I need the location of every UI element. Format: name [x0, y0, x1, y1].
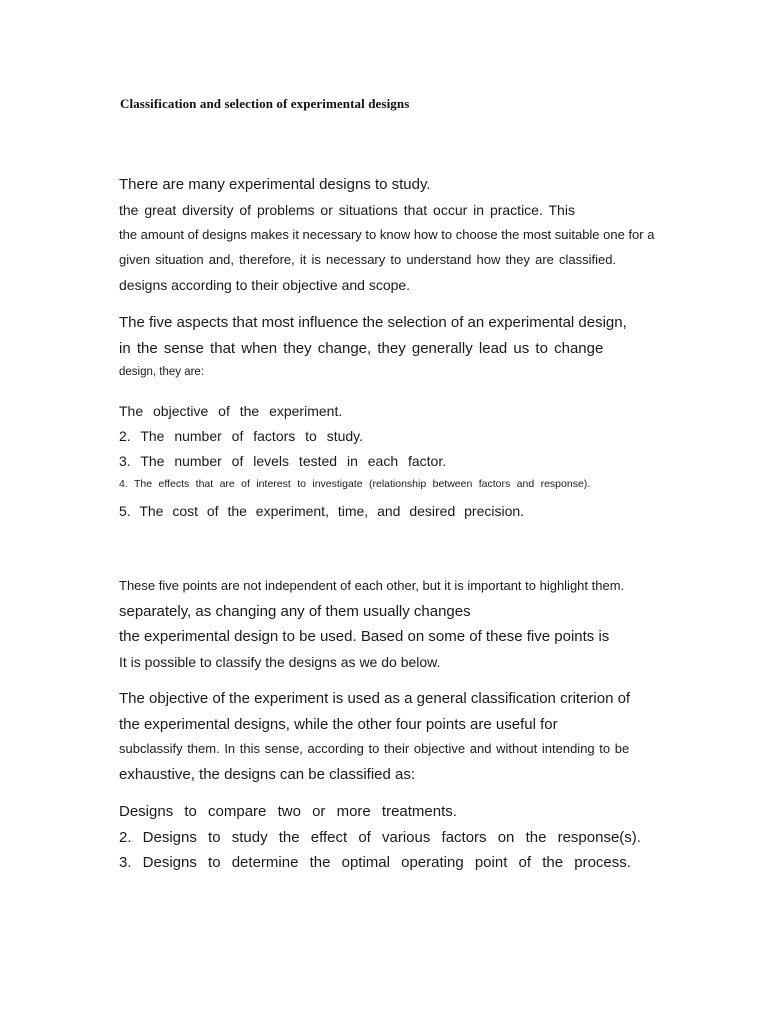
paragraph-4-line-4: exhaustive, the designs can be classified as:: [119, 766, 416, 783]
list-1-item-2: 2. The number of factors to study.: [119, 428, 364, 444]
paragraph-1-line-1: There are many experimental designs to study.: [119, 176, 431, 193]
paragraph-1-line-2: the great diversity of problems or situations that occur in practice. This: [119, 202, 575, 218]
paragraph-3-line-2: separately, as changing any of them usually changes: [119, 603, 471, 620]
list-1-item-1: The objective of the experiment.: [119, 403, 343, 419]
paragraph-4-line-1: The objective of the experiment is used as a general classification criterion of: [119, 690, 631, 707]
paragraph-3-line-1: These five points are not independent of each other, but it is important to highlight them.: [119, 578, 625, 593]
paragraph-1-line-5: designs according to their objective and scope.: [119, 277, 411, 293]
paragraph-4-line-3: subclassify them. In this sense, according to their objective and without intending to be: [119, 741, 630, 756]
paragraph-1-line-3: the amount of designs makes it necessary to know how to choose the most suitable one for a: [119, 227, 655, 242]
list-2-item-1: Designs to compare two or more treatments.: [119, 803, 457, 820]
list-1-item-4: 4. The effects that are of interest to investigate (relationship between factors and response).: [119, 478, 591, 490]
paragraph-2-line-3: design, they are:: [119, 366, 205, 378]
list-2-item-3: 3. Designs to determine the optimal operating point of the process.: [119, 854, 631, 871]
paragraph-2-line-2: in the sense that when they change, they generally lead us to change: [119, 340, 604, 357]
paragraph-4-line-2: the experimental designs, while the other four points are useful for: [119, 716, 558, 733]
paragraph-2-line-1: The five aspects that most influence the selection of an experimental design,: [119, 314, 627, 331]
paragraph-3-line-3: the experimental design to be used. Based on some of these five points is: [119, 628, 610, 645]
paragraph-1-line-4: given situation and, therefore, it is necessary to understand how they are classified.: [119, 252, 617, 267]
list-1-item-5: 5. The cost of the experiment, time, and desired precision.: [119, 503, 525, 519]
paragraph-3-line-4: It is possible to classify the designs as we do below.: [119, 654, 441, 670]
list-1-item-3: 3. The number of levels tested in each factor.: [119, 453, 447, 469]
list-2-item-2: 2. Designs to study the effect of various factors on the response(s).: [119, 829, 641, 846]
document-title: Classification and selection of experimental designs: [120, 96, 410, 111]
